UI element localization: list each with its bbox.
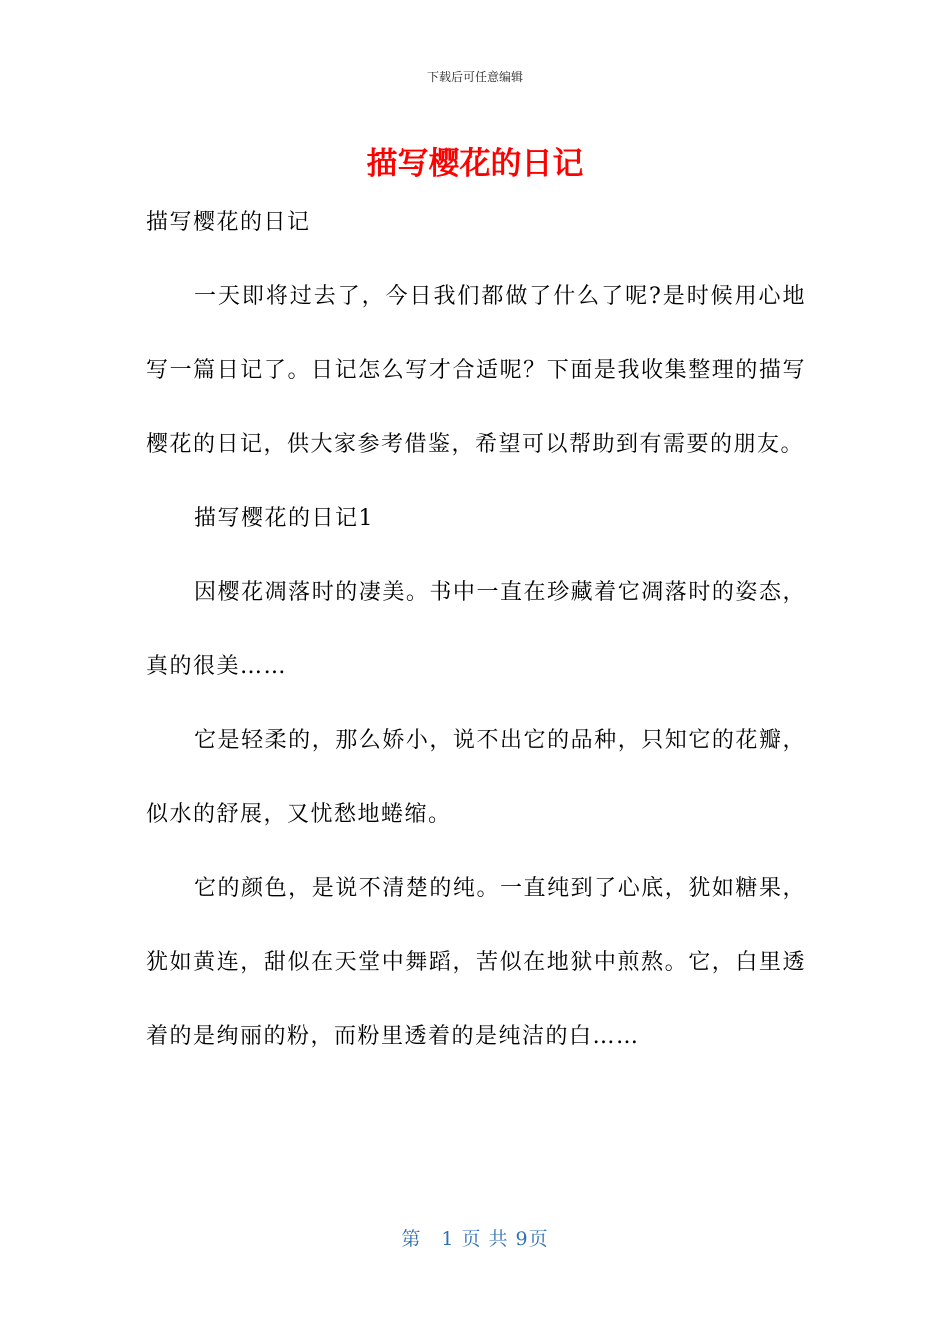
header-note: 下载后可任意编辑 — [426, 70, 523, 84]
paragraph-intro: 一天即将过去了，今日我们都做了什么了呢?是时候用心地写一篇日记了。日记怎么写才合适呢？下面是我收集整理的描写樱花的日记，供大家参考借鉴，希望可以帮助到有需要的朋友。 — [146, 284, 806, 457]
document-subtitle: 描写樱花的日记 — [146, 210, 311, 235]
paragraph: 它是轻柔的，那么娇小，说不出它的品种，只知它的花瓣，似水的舒展，又忧愁地蜷缩。 — [146, 728, 806, 827]
document-title: 描写樱花的日记 — [366, 146, 584, 182]
page-number-label: 第 1 页 共 9页 — [401, 1228, 549, 1250]
page-number — [0, 1224, 950, 1251]
document-body — [146, 186, 806, 1074]
section-heading: 描写樱花的日记1 — [194, 506, 374, 531]
paragraph: 因樱花凋落时的凄美。书中一直在珍藏着它凋落时的姿态，真的很美…… — [146, 580, 806, 679]
paragraph: 它的颜色，是说不清楚的纯。一直纯到了心底，犹如糖果，犹如黄连，甜似在天堂中舞蹈，苦似在地狱中煎熬。它，白里透着的是绚丽的粉，而粉里透着的是纯洁的白…… — [146, 876, 806, 1049]
